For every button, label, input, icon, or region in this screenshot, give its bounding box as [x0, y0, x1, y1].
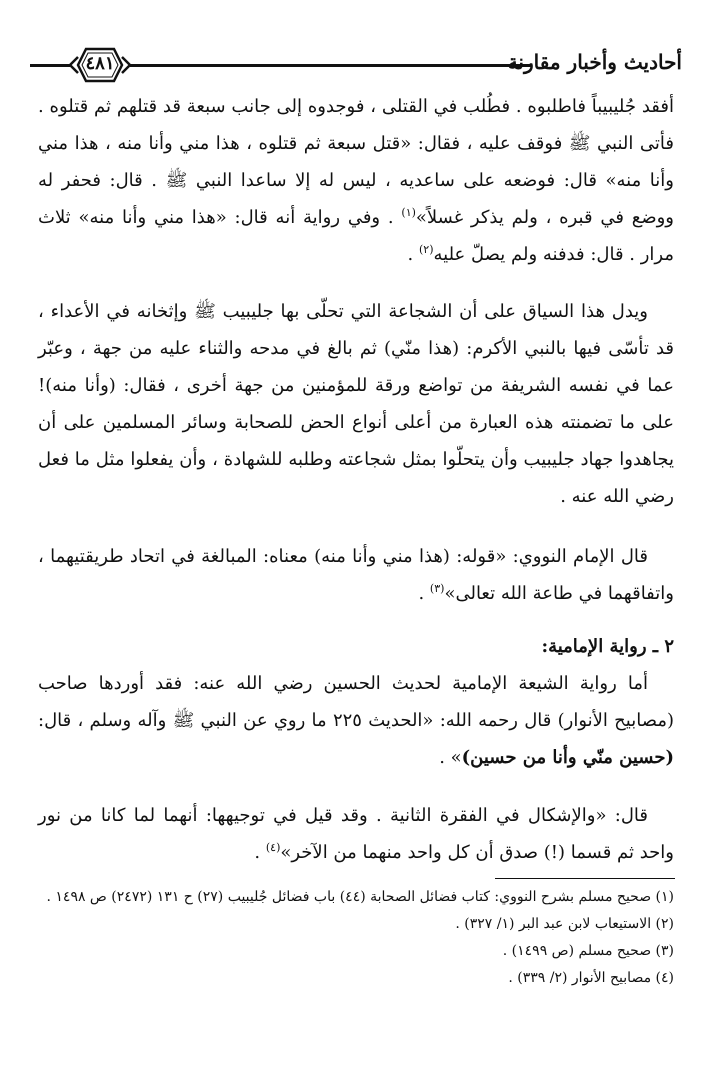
- paragraph-3-end: .: [418, 583, 425, 604]
- paragraph-2: [38, 293, 674, 515]
- paragraph-2-text: ويدل هذا السياق على أن الشجاعة التي تحلّى بها جليبيب ﷺ وإثخانه في الأعداء ، قد تأسّى فيها بالنبي الأكرم: (هذا منّي) ثم بالغ في مدحه والثناء عليه من جهة ، وعبّر عما في نفسه الشريفة من تواضع ورقة للمؤمنين من جهة أخرى ، فقال: (وأنا منه)! على ما تضمنته هذه العبارة من أعلى أنواع الحض للصحابة وسائر المسلمين على أن يجاهدوا جهاد جليبيب وأن يتحلّوا بمثل شجاعته وطلبه للشهادة ، وأن يفعلوا مثل ما فعل رضي الله عنه .: [38, 301, 674, 507]
- footnote-ref-3: (٣): [429, 582, 445, 595]
- footnote-3: (٣) صحيح مسلم (ص ١٤٩٩) .: [502, 943, 674, 959]
- paragraph-5-text: قال: «والإشكال في الفقرة الثانية . وقد قيل في توجيهها: أنهما لما كانا من نور واحد ثم قسما (!) صدق أن كل واحد منهما من الآخر»: [38, 805, 674, 863]
- footnote-1: (١) صحيح مسلم بشرح النووي: كتاب فضائل الصحابة (٤٤) باب فضائل جُليبيب (٢٧) ح ١٣١ (٢٤٧٢) ص ١٤٩٨ .: [46, 889, 674, 905]
- page-number-badge: [68, 46, 132, 84]
- paragraph-1-end: .: [407, 244, 414, 265]
- footnote-ref-4: (٤): [265, 841, 281, 854]
- header-title: أحاديث وأخبار مقارنة: [507, 50, 682, 74]
- running-header: [30, 46, 682, 86]
- paragraph-3: [38, 538, 674, 612]
- section-heading: ٢ ـ رواية الإمامية:: [541, 636, 674, 657]
- paragraph-3-text: قال الإمام النووي: «قوله: (هذا مني وأنا منه) معناه: المبالغة في اتحاد طريقتيهما ، واتفاقهما في طاعة الله تعالى»: [38, 546, 674, 604]
- paragraph-4-end: » .: [439, 747, 462, 768]
- paragraph-1: [38, 88, 674, 273]
- footnote-4: (٤) مصابيح الأنوار (٢/ ٣٣٩) .: [508, 970, 674, 986]
- paragraph-4-text: أما رواية الشيعة الإمامية لحديث الحسين رضي الله عنه: فقد أوردها صاحب (مصابيح الأنوار) قال رحمه الله: «الحديث ٢٢٥ ما روي عن النبي ﷺ وآله وسلم ، قال:: [38, 673, 674, 731]
- footnote-ref-1: (١): [401, 206, 416, 219]
- header-rule: [130, 64, 532, 67]
- paragraph-1-text-b: . وفي رواية أنه قال: «هذا مني وأنا منه» ثلاث مرار . قال: فدفنه ولم يصلّ عليه: [38, 207, 674, 265]
- paragraph-4-quote: (حسين منّي وأنا من حسين): [461, 747, 674, 768]
- footnotes: [38, 884, 674, 992]
- footnote-separator: [495, 878, 675, 879]
- paragraph-4: [38, 665, 674, 776]
- page-number: ٤٨١: [85, 53, 115, 74]
- paragraph-1-text: أفقد جُليبيباً فاطلبوه . فطُلب في القتلى ، فوجدوه إلى جانب سبعة قد قتلهم ثم قتلوه . فأتى النبي ﷺ فوقف عليه ، فقال: «قتل سبعة ثم قتلوه ، هذا مني وأنا منه ، هذا مني وأنا منه» قال: فوضعه على ساعديه ، ليس له إلا ساعدا النبي ﷺ . قال: فحفر له ووضع في قبره ، ولم يذكر غسلاً»: [38, 96, 674, 228]
- header-rule-left: [30, 64, 70, 67]
- paragraph-5-end: .: [254, 842, 261, 863]
- footnote-2: (٢) الاستيعاب لابن عبد البر (١/ ٣٢٧) .: [455, 916, 674, 932]
- paragraph-5: [38, 797, 674, 871]
- footnote-ref-2: (٢): [419, 243, 434, 256]
